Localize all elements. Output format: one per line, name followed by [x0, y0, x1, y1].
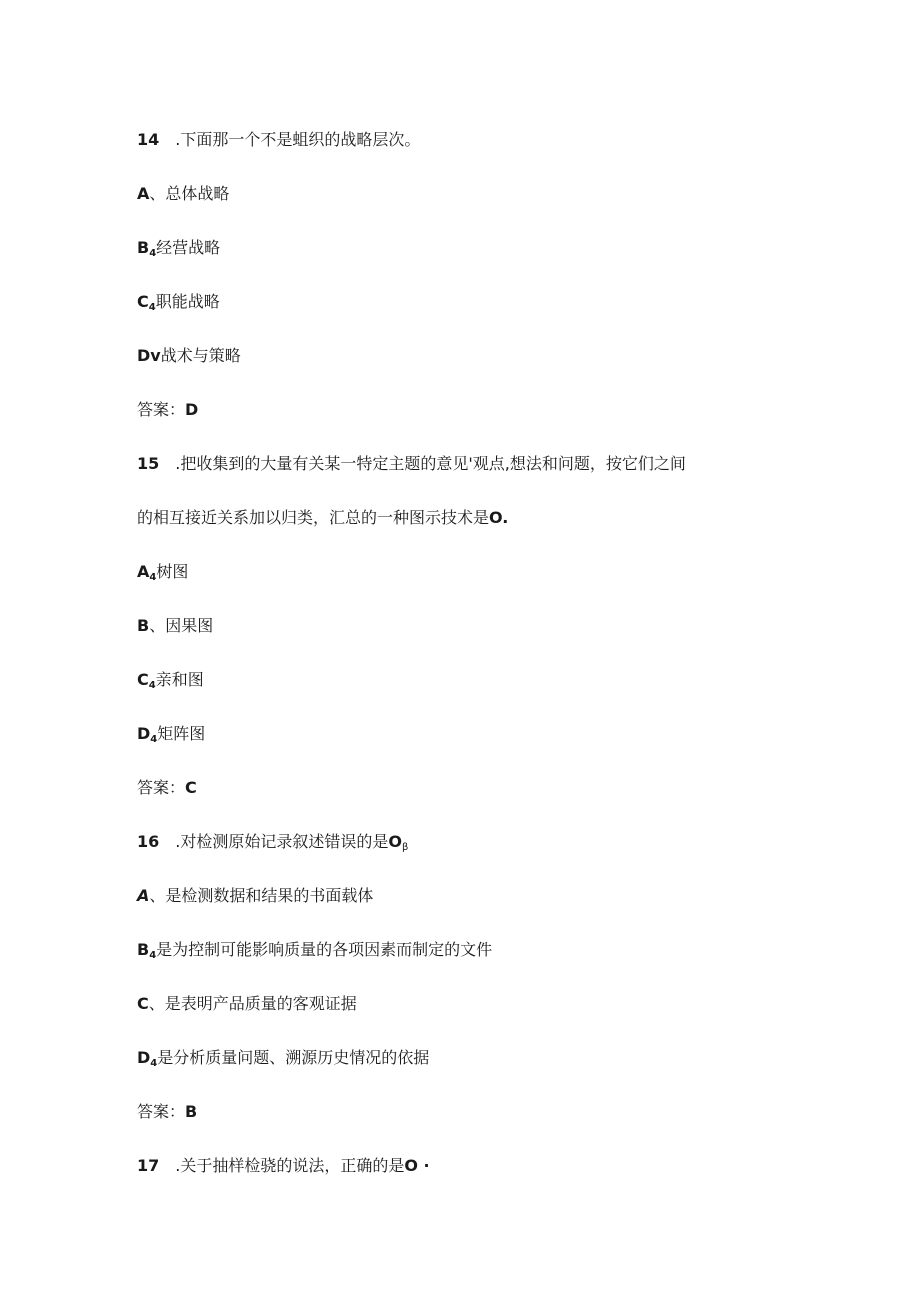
option-letter: B — [137, 238, 150, 257]
question-blank: O. — [489, 508, 509, 527]
question-14-answer — [137, 400, 198, 420]
question-16-option-a — [137, 886, 373, 906]
option-separator: 4 — [148, 680, 156, 691]
question-text: .下面那一个不是蛆织的战略层次。 — [175, 130, 421, 149]
option-letter: B — [137, 616, 150, 635]
option-separator: v — [150, 346, 161, 365]
question-number: 17 — [137, 1156, 160, 1175]
option-text: 是分析质量问题、溯源历史情况的依据 — [157, 1048, 430, 1067]
answer-label: 答案： — [137, 400, 186, 419]
option-text: 矩阵图 — [157, 724, 206, 743]
option-letter: D — [137, 346, 151, 365]
option-text: 职能战略 — [155, 292, 220, 311]
option-text: 经营战略 — [156, 238, 221, 257]
question-15-option-b — [137, 616, 213, 636]
question-14-option-b — [137, 238, 220, 264]
option-separator: 4 — [149, 572, 157, 583]
option-text: 是为控制可能影响质量的各项因素而制定的文件 — [156, 940, 493, 959]
question-number: 16 — [137, 832, 160, 851]
option-letter: C — [137, 292, 149, 311]
question-16-answer — [137, 1102, 197, 1122]
question-15-stem-line2 — [137, 508, 508, 528]
option-text: 是检测数据和结果的书面载体 — [165, 886, 374, 905]
question-15-stem-line1 — [137, 454, 686, 474]
question-14-option-c — [137, 292, 220, 318]
option-letter: B — [137, 940, 150, 959]
question-number: 14 — [137, 130, 160, 149]
answer-value: C — [185, 778, 197, 797]
option-separator: 、 — [149, 886, 166, 905]
answer-value: D — [185, 400, 199, 419]
question-text: .对检测原始记录叙述错误的是 — [175, 832, 389, 851]
question-15-option-c — [137, 670, 204, 696]
option-letter: D — [137, 1048, 151, 1067]
question-number: 15 — [137, 454, 160, 473]
question-17-stem — [137, 1156, 430, 1176]
option-letter: D — [137, 724, 151, 743]
option-letter: C — [137, 670, 149, 689]
option-letter: C — [137, 994, 149, 1013]
question-14-option-a — [137, 184, 229, 204]
option-separator: 4 — [149, 248, 157, 259]
option-separator: 4 — [148, 302, 156, 313]
question-blank: O — [388, 832, 402, 851]
option-letter: A — [137, 184, 150, 203]
option-separator: 、 — [148, 994, 165, 1013]
option-separator: 、 — [149, 184, 166, 203]
option-separator: 4 — [150, 1058, 158, 1069]
question-text: .关于抽样检骁的说法，正确的是 — [175, 1156, 405, 1175]
option-letter: A — [137, 886, 150, 905]
option-separator: 、 — [149, 616, 166, 635]
option-text: 亲和图 — [155, 670, 204, 689]
answer-label: 答案： — [137, 778, 186, 797]
option-separator: 4 — [149, 950, 157, 961]
question-16-stem — [137, 832, 408, 858]
question-text-continued: 的相互接近关系加以归类，汇总的一种图示技术是 — [137, 508, 490, 527]
question-16-option-c — [137, 994, 357, 1014]
option-letter: A — [137, 562, 150, 581]
question-15-answer — [137, 778, 197, 798]
answer-value: B — [185, 1102, 198, 1121]
option-text: 因果图 — [165, 616, 214, 635]
question-blank-sub: β — [401, 842, 409, 853]
question-blank: O · — [404, 1156, 430, 1175]
option-text: 是表明产品质量的客观证据 — [164, 994, 357, 1013]
question-14-stem — [137, 130, 420, 150]
question-text: .把收集到的大量有关某一特定主题的意见'观点,想法和问题，按它们之间 — [175, 454, 686, 473]
answer-label: 答案： — [137, 1102, 186, 1121]
question-16-option-d — [137, 1048, 429, 1074]
question-15-option-a — [137, 562, 188, 588]
question-14-option-d — [137, 346, 241, 366]
question-15-option-d — [137, 724, 205, 750]
option-text: 战术与策略 — [160, 346, 241, 365]
option-separator: 4 — [150, 734, 158, 745]
option-text: 树图 — [156, 562, 189, 581]
question-16-option-b — [137, 940, 492, 966]
option-text: 总体战略 — [165, 184, 230, 203]
